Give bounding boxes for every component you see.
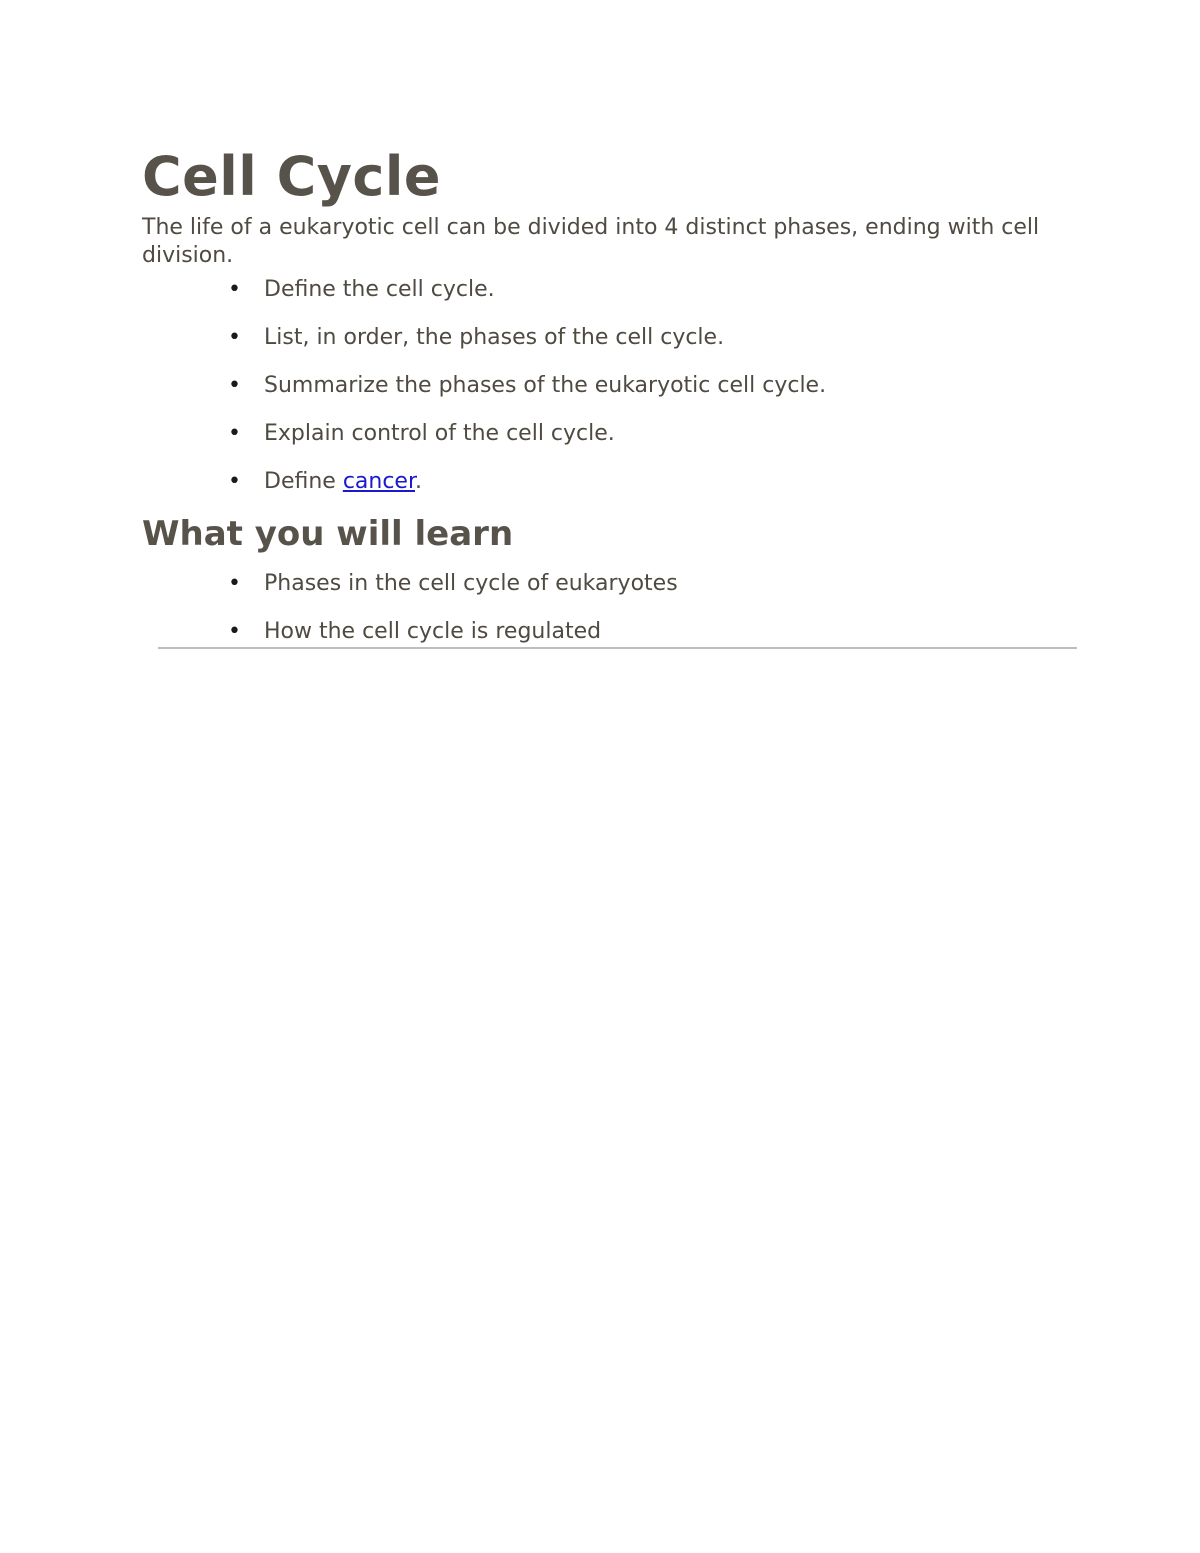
learn-list — [142, 570, 1082, 646]
list-item — [228, 276, 1082, 304]
section-heading: What you will learn — [142, 514, 514, 554]
horizontal-divider — [158, 647, 1077, 649]
document-page — [142, 140, 1082, 666]
objectives-list — [142, 276, 1082, 496]
list-item-suffix: . — [415, 469, 422, 494]
list-item-text: Explain control of the cell cycle. — [264, 421, 615, 446]
bullet-icon: • — [228, 571, 241, 596]
bullet-icon: • — [228, 277, 241, 302]
list-item-text: List, in order, the phases of the cell cycle. — [264, 325, 725, 350]
list-item — [228, 468, 1082, 496]
bullet-icon: • — [228, 325, 241, 350]
list-item — [228, 618, 1082, 646]
bullet-icon: • — [228, 619, 241, 644]
list-item — [228, 570, 1082, 598]
intro-paragraph: The life of a eukaryotic cell can be divided into 4 distinct phases, ending with cell division. — [142, 215, 1040, 268]
list-item-text: How the cell cycle is regulated — [264, 619, 602, 644]
list-item-text: Summarize the phases of the eukaryotic cell cycle. — [264, 373, 827, 398]
list-item — [228, 420, 1082, 448]
bullet-icon: • — [228, 373, 241, 398]
bullet-icon: • — [228, 421, 241, 446]
list-item-prefix: Define — [264, 469, 343, 494]
bullet-icon: • — [228, 469, 241, 494]
page-title: Cell Cycle — [142, 145, 442, 208]
list-item-text: Define the cell cycle. — [264, 277, 495, 302]
list-item-text: Phases in the cell cycle of eukaryotes — [264, 571, 678, 596]
list-item — [228, 324, 1082, 352]
cancer-link[interactable]: cancer — [342, 469, 415, 494]
list-item — [228, 372, 1082, 400]
